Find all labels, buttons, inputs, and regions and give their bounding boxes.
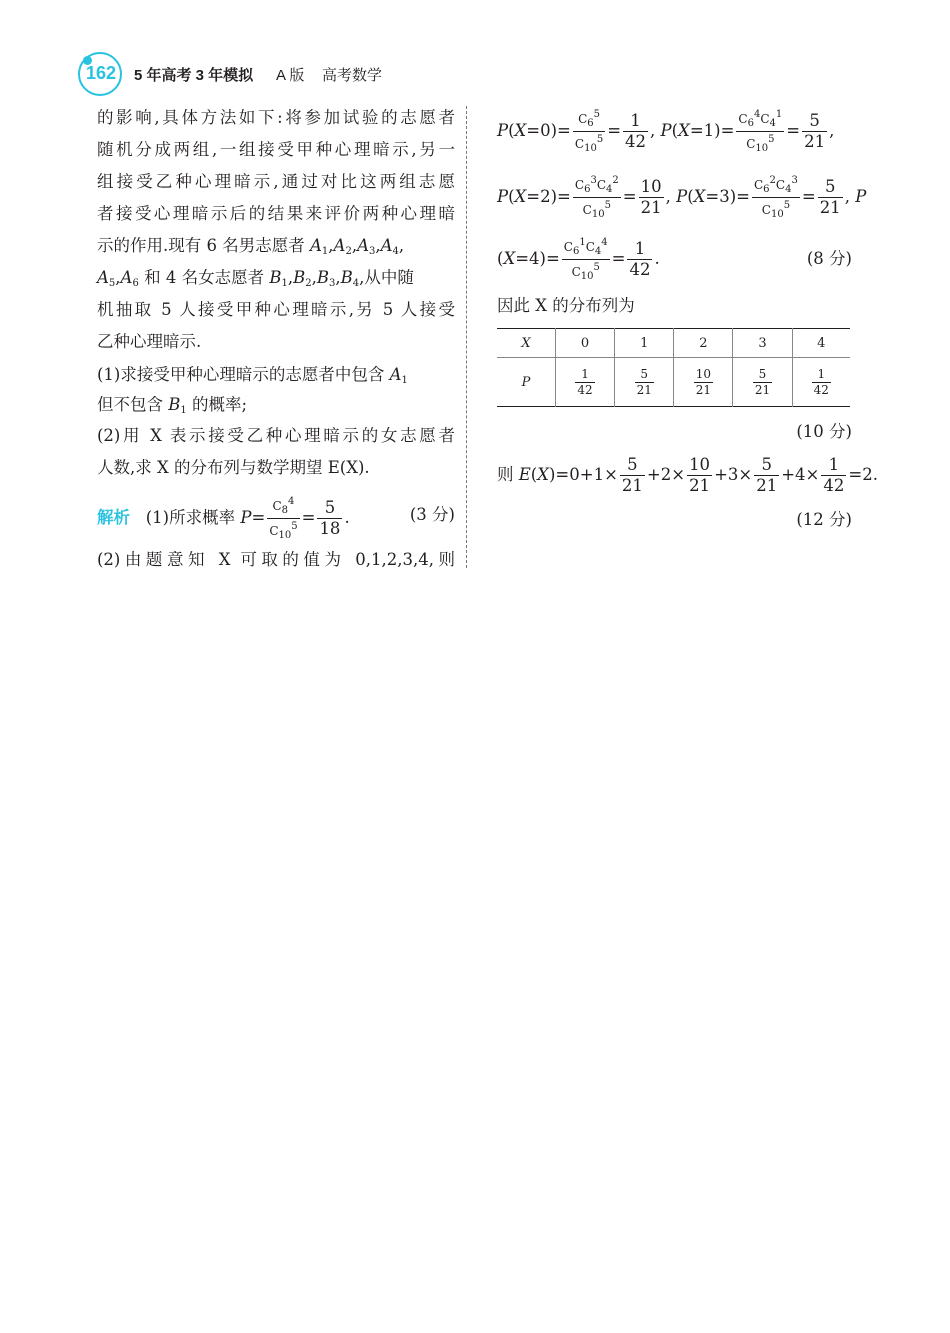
edition-label: A 版 xyxy=(276,67,305,84)
fraction: $\frac{5}{21}$ xyxy=(756,455,778,495)
fraction-numerator: 10 xyxy=(695,366,711,381)
table-cell: 3 xyxy=(733,329,792,358)
fraction-numerator: 1 xyxy=(575,367,594,383)
text-line: 组接受乙种心理暗示,通过对比这两组志愿 xyxy=(97,172,455,191)
question-1-line-2: 但不包含 $B_1$ 的概率; xyxy=(97,395,248,416)
fraction: $\frac{10}{21}$ xyxy=(689,455,711,495)
text-line: 随机分成两组,一组接受甲种心理暗示,另一 xyxy=(97,140,455,159)
fraction: $\frac{C_6^3C_4^2}{C_{10}^5}$ xyxy=(574,175,619,220)
fraction-denominator: 21 xyxy=(754,382,771,397)
subject-label: 高考数学 xyxy=(322,67,383,84)
table-cell: 1 xyxy=(615,329,674,358)
fraction-denominator: 21 xyxy=(695,382,711,397)
fraction: $\frac{1}{42}$ xyxy=(823,455,845,495)
fraction: $\frac{1}{42}$ xyxy=(629,239,651,279)
page-number: 162 xyxy=(85,63,117,83)
fraction: $\frac{5}{21}$ xyxy=(804,111,826,151)
text-line: 机抽取 5 人接受甲种心理暗示,另 5 人接受 xyxy=(97,300,455,319)
book-title: 5 年高考 3 年模拟 xyxy=(134,67,254,84)
table-cell xyxy=(733,358,792,407)
table-row xyxy=(497,329,850,358)
table-header-cell: X xyxy=(497,329,556,358)
fraction: $\frac{5}{18}$ xyxy=(319,498,341,538)
text-line: $A_5,A_6$ 和 4 名女志愿者 $B_1,B_2,B_3,B_4$,从中随 xyxy=(97,268,414,289)
score-label: (10 分) xyxy=(796,422,852,441)
formula-line: P(X=2)= $\frac{C_6^3C_4^2}{C_{10}^5}$ = $\frac{10}{21}$ , P(X=3)= $\frac{C_6^2C_4^3}{C_{10}^5}$ = $\frac{5}{21}$ , P xyxy=(497,175,867,220)
text-span: 但不包含 xyxy=(97,395,163,414)
fraction-denominator: 42 xyxy=(577,382,593,397)
table-cell xyxy=(674,358,733,407)
text-span: 则 xyxy=(497,465,514,484)
text-span: ,从中随 xyxy=(359,268,414,287)
text-line: 乙种心理暗示. xyxy=(97,332,202,351)
text-span: 的概率; xyxy=(192,395,248,414)
table-cell: 0 xyxy=(556,329,615,358)
text-span: (1)所求概率 xyxy=(145,508,236,527)
table-row xyxy=(497,358,850,407)
table-cell: 4 xyxy=(792,329,850,358)
fraction: $\frac{C_6^5}{C_{10}^5}$ xyxy=(574,109,604,154)
fraction: $\frac{5}{21}$ xyxy=(819,177,841,217)
score-label: (8 分) xyxy=(806,249,852,268)
column-divider xyxy=(466,106,467,568)
text-line: 者接受心理暗示后的结果来评价两种心理暗 xyxy=(97,204,455,223)
text-line: 的影响,具体方法如下:将参加试验的志愿者 xyxy=(97,108,455,127)
fraction-numerator: 5 xyxy=(635,367,654,383)
formula-line: (X=4)= $\frac{C_6^1C_4^4}{C_{10}^5}$ = $\frac{1}{42}$ . (8 分) xyxy=(497,234,852,284)
formula-line: P(X=0)= $\frac{C_6^5}{C_{10}^5}$ = $\frac{1}{42}$ , P(X=1)= $\frac{C_6^4C_4^1}{C_{10}^5}$ = $\frac{5}{21}$ , xyxy=(497,109,835,154)
fraction: $\frac{C_6^4C_4^1}{C_{10}^5}$ xyxy=(738,109,783,154)
distribution-table xyxy=(497,328,850,407)
question-1-line-1: (1)求接受甲种心理暗示的志愿者中包含 $A_1$ xyxy=(97,365,408,386)
fraction: $\frac{C_8^4}{C_{10}^5}$ xyxy=(269,496,298,541)
fraction: $\frac{10}{21}$ xyxy=(640,177,662,217)
solution-2-line: (2)由题意知 X 可取的值为 0,1,2,3,4,则 xyxy=(97,550,455,569)
question-2-line-2: 人数,求 X 的分布列与数学期望 E(X). xyxy=(97,458,370,477)
text-line: 因此 X 的分布列为 xyxy=(497,296,635,315)
table-cell: 2 xyxy=(674,329,733,358)
text-line: 示的作用.现有 6 名男志愿者 $A_1,A_2,A_3,A_4$, xyxy=(97,236,405,257)
solution-1: 解析 (1)所求概率 P= $\frac{C_8^4}{C_{10}^5}$ = $\frac{5}{18}$ . (3 分) xyxy=(97,496,455,541)
fraction-denominator: 21 xyxy=(636,382,652,397)
fraction: $\frac{C_6^2C_4^3}{C_{10}^5}$ xyxy=(753,175,798,220)
table-cell xyxy=(615,358,674,407)
question-2-line-1: (2)用 X 表示接受乙种心理暗示的女志愿者 xyxy=(97,426,455,445)
page-header xyxy=(78,46,578,96)
fraction-numerator: 1 xyxy=(812,367,831,383)
table-header-cell: P xyxy=(521,374,531,390)
table-cell xyxy=(556,358,615,407)
text-span: (1)求接受甲种心理暗示的志愿者中包含 xyxy=(97,365,385,384)
score-label: (12 分) xyxy=(796,510,852,529)
fraction: $\frac{5}{21}$ xyxy=(621,455,643,495)
fraction: $\frac{1}{42}$ xyxy=(625,111,647,151)
analysis-label: 解析 xyxy=(97,509,130,527)
text-span: 示的作用.现有 6 名男志愿者 xyxy=(97,236,305,255)
fraction-numerator: 5 xyxy=(753,367,772,383)
text-span: 和 4 名女志愿者 xyxy=(144,268,265,287)
score-label: (3 分) xyxy=(409,505,455,524)
expectation-line: 则 E(X)=0+1× $\frac{5}{21}$ +2× $\frac{10}{21}$ +3× $\frac{5}{21}$ +4× $\frac{1}{42}$ =2. xyxy=(497,455,878,495)
fraction-denominator: 42 xyxy=(813,382,829,397)
table-cell xyxy=(792,358,850,407)
fraction: $\frac{C_6^1C_4^4}{C_{10}^5}$ xyxy=(563,237,608,282)
